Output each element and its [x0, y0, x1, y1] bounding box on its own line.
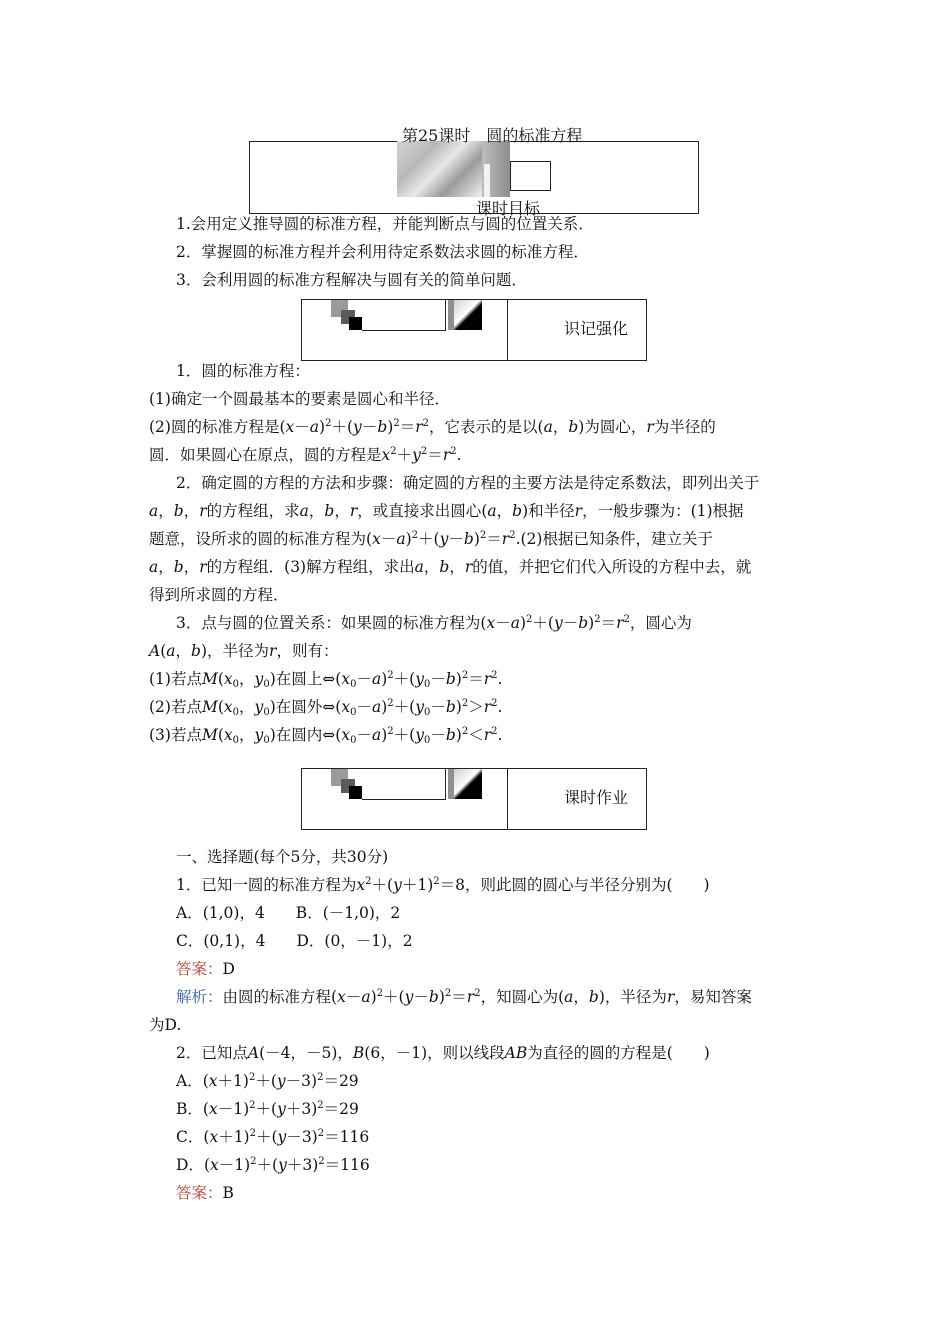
goal-item: 3．会利用圆的标准方程解决与圆有关的简单问题． — [176, 271, 527, 289]
text-line: 2．确定圆的方程的方法和步骤：确定圆的方程的主要方法是待定系数法，即列出关于 — [176, 474, 760, 492]
decorative-line — [445, 300, 446, 331]
text-line: 1．圆的标准方程： — [176, 362, 310, 380]
decorative-corner-icon — [454, 300, 482, 330]
text-line: (1)若点$M(x_0$，$y_0$)在圆上$\Leftrightarrow(x_0-a)^2+(y_0-b)^2=r^2$. — [149, 670, 503, 690]
section-label: 识记强化 — [564, 319, 629, 338]
text-line: (3)若点$M(x_0$，$y_0$)在圆内$\Leftrightarrow(x_0-a)^2+(y_0-b)^2<r^2$. — [149, 726, 503, 746]
option-line: A．(1,0)，4 B．(－1,0)，2 — [176, 904, 401, 922]
question-1: 1．已知一圆的标准方程为$x^2+(y+1)^2=8$，则此圆的圆心与半径分别为( ) — [176, 876, 710, 894]
section-title-goals: 课时目标 — [476, 199, 541, 218]
decorative-line — [445, 769, 446, 800]
analysis-label: 解析： — [176, 988, 223, 1006]
option-line: C．$(x+1)^2+(y-3)^2=116$ — [176, 1128, 370, 1146]
decorative-line — [362, 799, 446, 800]
option-line: C．(0,1)，4 D．(0，－1)，2 — [176, 932, 413, 950]
text-line: (2)若点$M(x_0$，$y_0$)在圆外$\Leftrightarrow(x_0-a)^2+(y_0-b)^2>r^2$. — [149, 698, 503, 718]
decorative-square — [349, 786, 362, 799]
decorative-box — [510, 161, 551, 191]
goal-item: 2．掌握圆的标准方程并会利用待定系数法求圆的标准方程． — [176, 243, 589, 261]
text-line: A(a，b)，半径为r，则有： — [149, 642, 339, 660]
text-line: (1)确定一个圆最基本的要素是圆心和半径． — [149, 390, 450, 408]
decorative-gradient — [397, 141, 482, 197]
text-line: 3．点与圆的位置关系：如果圆的标准方程为$(x-a)^2+(y-b)^2=r^2$，圆心为 — [176, 614, 692, 632]
section-label: 课时作业 — [564, 788, 629, 807]
answer-label: 答案： — [176, 960, 223, 978]
section-banner-memorize — [301, 299, 647, 361]
page-title: 第25课时 圆的标准方程 — [402, 126, 583, 145]
answer-label: 答案： — [176, 1184, 223, 1202]
text-line: a，b，r的方程组．(3)解方程组，求出a，b，r的值，并把它们代入所设的方程中去，就 — [149, 558, 752, 576]
analysis-line: 为D. — [149, 1016, 182, 1034]
decorative-corner-icon — [454, 769, 482, 799]
decorative-gradient-stripe — [484, 164, 490, 197]
part-heading: 一、选择题(每个5分，共30分) — [176, 848, 389, 866]
answer-line: 答案：D — [176, 960, 235, 978]
text-line: 圆．如果圆心在原点，圆的方程是$x^2+y^2=r^2$. — [149, 446, 462, 464]
option-line: B．$(x-1)^2+(y+3)^2=29$ — [176, 1100, 359, 1118]
text-line: (2)圆的标准方程是$(x-a)^2+(y-b)^2=r^2$，它表示的是以(a，b)为圆心，r为半径的 — [149, 418, 716, 436]
analysis-line: 解析：由圆的标准方程$(x-a)^2+(y-b)^2=r^2$，知圆心为(a，b)，半径为r，易知答案 — [176, 988, 752, 1006]
divider — [507, 300, 508, 360]
decorative-line — [362, 330, 446, 331]
answer-line: 答案：B — [176, 1184, 234, 1202]
goal-item: 1.会用定义推导圆的标准方程，并能判断点与圆的位置关系． — [176, 215, 594, 233]
section-banner-homework — [301, 768, 647, 830]
divider — [507, 769, 508, 829]
option-line: D．$(x-1)^2+(y+3)^2=116$ — [176, 1156, 370, 1174]
decorative-square — [349, 317, 362, 330]
text-line: a，b，r的方程组，求a，b，r，或直接求出圆心(a，b)和半径r，一般步骤为：(1)根据 — [149, 502, 744, 520]
text-line: 得到所求圆的方程． — [149, 586, 289, 604]
option-line: A．$(x+1)^2+(y-3)^2=29$ — [176, 1072, 359, 1090]
text-line: 题意，设所求的圆的标准方程为$(x-a)^2+(y-b)^2=r^2.(2)$根据已知条件，建立关于 — [149, 530, 713, 548]
question-2: 2．已知点A(－4，－5)，B(6，－1)，则以线段AB为直径的圆的方程是( ) — [176, 1044, 710, 1062]
